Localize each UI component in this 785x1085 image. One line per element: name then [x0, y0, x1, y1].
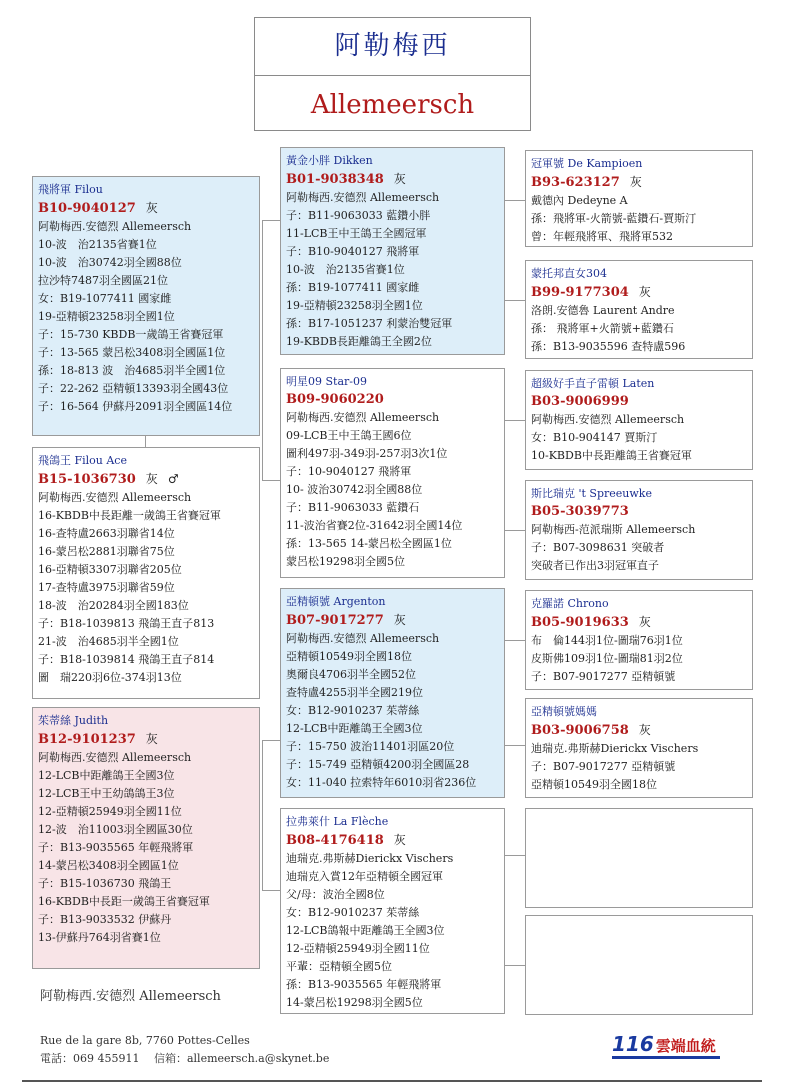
ring-row [531, 393, 752, 411]
connector [262, 220, 280, 221]
detail-line: 女：B19-1077411 國家雌 [38, 292, 172, 305]
pigeon-details [286, 409, 504, 571]
detail-line: 阿勒梅西.安德烈 Allemeersch [286, 191, 440, 204]
detail-line: 蒙呂松19298羽全國5位 [286, 555, 405, 568]
detail-line: 子：B18-1039813 飛鴿王直子813 [38, 617, 215, 630]
detail-line: 子：B07-9017277 亞精頓號 [531, 760, 676, 773]
pigeon-name: 克羅諾 Chrono [531, 597, 609, 610]
color-label: 灰 [638, 615, 651, 629]
detail-line: 孫：B17-1051237 利蒙治雙冠軍 [286, 317, 453, 330]
address: Rue de la gare 8b, 7760 Pottes-Celles [40, 1034, 250, 1047]
detail-line: 亞精頓10549羽全國18位 [531, 778, 657, 791]
detail-line: 17-查特盧3975羽聯省59位 [38, 581, 175, 594]
detail-line: 子：15-749 亞精頓4200羽全國區28 [286, 758, 470, 771]
pigeon-name: 茱蒂絲 Judith [38, 714, 109, 727]
detail-line: 子：B13-9033532 伊蘇丹 [38, 913, 172, 926]
detail-line: 19-KBDB長距離鴿王全國2位 [286, 335, 432, 348]
color-label: 灰 [145, 472, 158, 486]
detail-line: 孫：13-565 14-蒙呂松全國區1位 [286, 537, 452, 550]
detail-line: 16-KBDB中長距一歲鴿王省賽冠軍 [38, 895, 210, 908]
detail-line: 子：B11-9063033 藍鑽石 [286, 501, 420, 514]
detail-line: 12-亞精頓25949羽全國11位 [286, 942, 430, 955]
detail-line: 迪瑞克.弗斯赫Dierickx Vischers [531, 742, 699, 755]
detail-line: 阿勒梅西-范派瑞斯 Allemeersch [531, 523, 696, 536]
ring-row [286, 831, 504, 850]
connector [505, 855, 525, 856]
ring-number: B10-9040127 [38, 201, 136, 216]
color-label: 灰 [629, 175, 642, 189]
pigeon-card-ff [525, 150, 753, 247]
detail-line: 11-波治省賽2位-31642羽全國14位 [286, 519, 463, 532]
logo-number: 116 [612, 1032, 654, 1056]
detail-line: 子：B11-9063033 藍鑽小胖 [286, 209, 431, 222]
detail-line: 11-LCB王中王鴿王全國冠軍 [286, 227, 427, 240]
detail-line: 阿勒梅西.安德烈 Allemeersch [531, 413, 685, 426]
pigeon-name: 明星09 Star-09 [286, 375, 367, 388]
ring-number: B03-9006999 [531, 394, 629, 409]
detail-line: 14-蒙呂松19298羽全國5位 [286, 996, 423, 1009]
connector [505, 530, 525, 531]
contact-info: 電話：069 455911 信箱：allemeersch.a@skynet.be [40, 1052, 330, 1065]
pigeon-details [531, 411, 752, 465]
detail-line: 亞精頓10549羽全國18位 [286, 650, 412, 663]
detail-line: 女：B10-904147 賈斯汀 [531, 431, 658, 444]
detail-line: 子：B15-1036730 飛鴿王 [38, 877, 172, 890]
color-label: 灰 [638, 723, 651, 737]
detail-line: 迪瑞克.弗斯赫Dierickx Vischers [286, 852, 454, 865]
pigeon-card-s2f [525, 590, 753, 690]
detail-line: 14-蒙呂松3408羽全國區1位 [38, 859, 179, 872]
pigeon-name: 黃金小胖 Dikken [286, 154, 373, 167]
bottom-divider [22, 1080, 762, 1082]
detail-line: 21-波 治4685羽半全國1位 [38, 635, 179, 648]
pigeon-name: 冠軍號 De Kampioen [531, 157, 643, 170]
detail-line: 10-波 治2135省賽1位 [286, 263, 405, 276]
pigeon-card-s2m [525, 698, 753, 798]
ring-row [38, 470, 259, 489]
pedigree-header [254, 17, 531, 131]
pigeon-card-father [280, 147, 505, 355]
detail-line: 迪瑞克入賞12年亞精頓全國冠軍 [286, 870, 443, 883]
detail-line: 12-波 治11003羽全國區30位 [38, 823, 193, 836]
detail-line: 09-LCB王中王鴿王國6位 [286, 429, 412, 442]
detail-line: 平輩：亞精頓全國5位 [286, 960, 392, 973]
detail-line: 12-LCB中距離鴿王全國3位 [38, 769, 175, 782]
detail-line: 19-亞精頓23258羽全國1位 [38, 310, 175, 323]
connector [262, 480, 280, 481]
pigeon-details [531, 740, 752, 794]
detail-line: 子：15-730 KBDB一歲鴿王省賽冠軍 [38, 328, 224, 341]
detail-line: 圖 瑞220羽6位-374羽13位 [38, 671, 182, 684]
ring-row [38, 730, 259, 749]
pigeon-card-mf [525, 370, 753, 470]
ring-number: B05-9019633 [531, 615, 629, 630]
detail-line: 孫：B13-9035596 查特盧596 [531, 340, 686, 353]
pigeon-details [531, 302, 752, 356]
pigeon-card-sibling [32, 447, 260, 699]
logo-underline [612, 1056, 720, 1059]
detail-line: 10-KBDB中長距離鴿王省賽冠軍 [531, 449, 692, 462]
pigeon-card-sire-of-dam [280, 588, 505, 798]
detail-line: 子：B13-9035565 年輕飛將軍 [38, 841, 194, 854]
detail-line: 孫：B13-9035565 年輕飛將軍 [286, 978, 442, 991]
color-label: 灰 [145, 201, 158, 215]
pigeon-card-mm [525, 480, 753, 580]
color-label: 灰 [393, 613, 406, 627]
detail-line: 布 倫144羽1位-圖瑞76羽1位 [531, 634, 683, 647]
pigeon-details [286, 189, 504, 351]
pigeon-card-empty-2 [525, 915, 753, 1015]
color-label: 灰 [393, 833, 406, 847]
pigeon-card-fm [525, 260, 753, 359]
detail-line: 查特盧4255羽半全國219位 [286, 686, 423, 699]
color-label: 灰 [393, 172, 406, 186]
connector [505, 965, 525, 966]
pigeon-details [531, 632, 752, 686]
detail-line: 突破者已作出3羽冠軍直子 [531, 559, 659, 572]
pigeon-card-empty-1 [525, 808, 753, 908]
detail-line: 孫：飛將軍-火箭號-藍鑽石-賈斯汀 [531, 212, 697, 225]
connector [262, 890, 280, 891]
ring-row [38, 199, 259, 218]
detail-line: 拉沙特7487羽全國區21位 [38, 274, 168, 287]
ring-number: B99-9177304 [531, 285, 629, 300]
detail-line: 子：B18-1039814 飛鴿王直子814 [38, 653, 215, 666]
detail-line: 16-亞精頓3307羽聯省205位 [38, 563, 182, 576]
sex-symbol: ♂ [167, 472, 179, 486]
pigeon-name: 亞精頓號媽媽 [531, 705, 597, 718]
detail-line: 子：13-565 蒙呂松3408羽全國區1位 [38, 346, 226, 359]
ring-row [531, 173, 752, 192]
pigeon-card-dam [32, 707, 260, 969]
pigeon-card-mother [280, 368, 505, 578]
detail-line: 戴德內 Dedeyne A [531, 194, 628, 207]
pigeon-details [38, 749, 259, 947]
pigeon-name: 拉弗萊什 La Flèche [286, 815, 389, 828]
ring-row [286, 611, 504, 630]
connector [505, 420, 525, 421]
pigeon-name: 亞精頓號 Argenton [286, 595, 386, 608]
pigeon-details [286, 630, 504, 792]
ring-number: B09-9060220 [286, 392, 384, 407]
connector [262, 220, 263, 480]
pigeon-name: 蒙托邦直女304 [531, 267, 607, 280]
detail-line: 女：11-040 拉索特年6010羽省236位 [286, 776, 477, 789]
connector [262, 740, 280, 741]
ring-row [531, 613, 752, 632]
detail-line: 10-波 治2135省賽1位 [38, 238, 157, 251]
ring-row [286, 170, 504, 189]
detail-line: 阿勒梅西.安德烈 Allemeersch [38, 751, 192, 764]
ring-row [531, 283, 752, 302]
contact-block [40, 1032, 329, 1068]
detail-line: 12-LCB鴿報中距離鴿王全國3位 [286, 924, 445, 937]
ring-row [531, 503, 752, 521]
detail-line: 子：B07-3098631 突破者 [531, 541, 665, 554]
detail-line: 曾：年輕飛將軍、飛將軍532 [531, 230, 673, 243]
connector [505, 745, 525, 746]
detail-line: 18-波 治20284羽全國183位 [38, 599, 189, 612]
ring-row [286, 391, 504, 409]
owner-name: 阿勒梅西.安德烈 Allemeersch [40, 989, 221, 1004]
ring-row [531, 721, 752, 740]
logo-text: 雲端血統 [655, 1037, 716, 1055]
detail-line: 女：B12-9010237 茱蒂絲 [286, 704, 420, 717]
detail-line: 女：B12-9010237 茱蒂絲 [286, 906, 420, 919]
pigeon-details [38, 489, 259, 687]
pigeon-name: 斯比瑞克 't Spreeuwke [531, 487, 652, 500]
detail-line: 皮斯佛109羽1位-圖瑞81羽2位 [531, 652, 683, 665]
header-title-chinese: 阿勒梅西 [255, 18, 530, 76]
pigeon-card-subject [32, 176, 260, 436]
header-title-english: Allemeersch [310, 90, 475, 120]
connector [262, 740, 263, 890]
connector [505, 200, 525, 201]
brand-logo [612, 1032, 722, 1056]
connector [505, 640, 525, 641]
detail-line: 10-波 治30742羽全國88位 [38, 256, 182, 269]
pigeon-name: 飛鴿王 Filou Ace [38, 454, 127, 467]
detail-line: 阿勒梅西.安德烈 Allemeersch [286, 632, 440, 645]
detail-line: 16-蒙呂松2881羽聯省75位 [38, 545, 175, 558]
ring-number: B15-1036730 [38, 472, 136, 487]
detail-line: 孫： 飛將軍+火箭號+藍鑽石 [531, 322, 674, 335]
detail-line: 孫：B19-1077411 國家雌 [286, 281, 420, 294]
detail-line: 孫：18-813 波 治4685羽半全國1位 [38, 364, 226, 377]
detail-line: 子：22-262 亞精頓13393羽全國43位 [38, 382, 229, 395]
ring-number: B03-9006758 [531, 723, 629, 738]
pigeon-details [531, 192, 752, 246]
detail-line: 子：B10-9040127 飛將軍 [286, 245, 420, 258]
detail-line: 12-LCB中距離鴿王全國3位 [286, 722, 423, 735]
pigeon-details [38, 218, 259, 416]
detail-line: 子：10-9040127 飛將軍 [286, 465, 412, 478]
detail-line: 子：15-750 波治11401羽區20位 [286, 740, 455, 753]
detail-line: 奧爾良4706羽半全國52位 [286, 668, 416, 681]
detail-line: 子：16-564 伊蘇丹2091羽全國區14位 [38, 400, 233, 413]
detail-line: 16-KBDB中長距離一歲鴿王省賽冠軍 [38, 509, 221, 522]
color-label: 灰 [145, 732, 158, 746]
detail-line: 10- 波治30742羽全國88位 [286, 483, 423, 496]
pigeon-card-dam-of-dam [280, 808, 505, 1014]
detail-line: 19-亞精頓23258羽全國1位 [286, 299, 423, 312]
ring-number: B05-3039773 [531, 504, 629, 519]
color-label: 灰 [638, 285, 651, 299]
ring-number: B08-4176418 [286, 833, 384, 848]
detail-line: 圖利497羽-349羽-257羽3次1位 [286, 447, 448, 460]
pigeon-details [286, 850, 504, 1012]
detail-line: 父/母：波治全國8位 [286, 888, 385, 901]
detail-line: 阿勒梅西.安德烈 Allemeersch [38, 491, 192, 504]
ring-number: B01-9038348 [286, 172, 384, 187]
detail-line: 子：B07-9017277 亞精頓號 [531, 670, 676, 683]
pigeon-details [531, 521, 752, 575]
detail-line: 洛朗.安德魯 Laurent Andre [531, 304, 675, 317]
detail-line: 阿勒梅西.安德烈 Allemeersch [38, 220, 192, 233]
pigeon-name: 飛將軍 Filou [38, 183, 103, 196]
connector [505, 300, 525, 301]
detail-line: 12-亞精頓25949羽全國11位 [38, 805, 182, 818]
detail-line: 阿勒梅西.安德烈 Allemeersch [286, 411, 440, 424]
ring-number: B12-9101237 [38, 732, 136, 747]
detail-line: 13-伊蘇丹764羽省賽1位 [38, 931, 161, 944]
detail-line: 12-LCB王中王幼鴿鴿王3位 [38, 787, 175, 800]
ring-number: B93-623127 [531, 175, 620, 190]
detail-line: 16-查特盧2663羽聯省14位 [38, 527, 175, 540]
ring-number: B07-9017277 [286, 613, 384, 628]
pigeon-name: 超級好手直子雷頓 Laten [531, 377, 655, 390]
